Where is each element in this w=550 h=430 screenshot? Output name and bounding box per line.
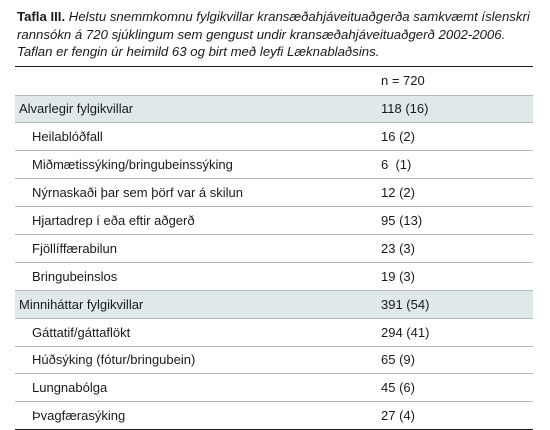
row-label: Húðsýking (fótur/bringubein) — [15, 346, 361, 374]
row-value: 27 (4) — [361, 402, 533, 430]
row-value: 65 (9) — [361, 346, 533, 374]
table-row — [15, 346, 533, 374]
row-label: Hjartadrep í eða eftir aðgerð — [15, 207, 361, 235]
table-row — [15, 318, 533, 346]
header-empty-cell — [15, 67, 361, 96]
group-row-serious — [15, 95, 533, 123]
table-row — [15, 402, 533, 430]
table-row — [15, 374, 533, 402]
column-header-n: n = 720 — [361, 67, 533, 96]
row-label: Gáttatif/gáttaflökt — [15, 318, 361, 346]
row-value: 12 (2) — [361, 179, 533, 207]
table-row — [15, 234, 533, 262]
row-value — [361, 151, 533, 179]
group-row-minor — [15, 290, 533, 318]
row-value: 23 (3) — [361, 234, 533, 262]
row-label: Lungnabólga — [15, 374, 361, 402]
group-value: 118 (16) — [361, 95, 533, 123]
table-row — [15, 207, 533, 235]
table-caption — [15, 8, 535, 61]
row-value: 19 (3) — [361, 262, 533, 290]
group-label: Minniháttar fylgikvillar — [15, 290, 361, 318]
group-label: Alvarlegir fylgikvillar — [15, 95, 361, 123]
table-caption-text: Helstu snemmkomnu fylgikvillar kransæðahjáveituaðgerða samkvæmt íslenskri rannsókn á 720 sjúklingum sem gengust undir kransæðahjáveituaðgerð 2002-2006. Taflan er fengin úr heimild 63 og birt með leyfi Læknablaðsins. — [17, 9, 530, 59]
group-value: 391 (54) — [361, 290, 533, 318]
table-row — [15, 262, 533, 290]
table-row — [15, 123, 533, 151]
row-value: 45 (6) — [361, 374, 533, 402]
row-value: 95 (13) — [361, 207, 533, 235]
table-caption-label: Tafla III. — [17, 9, 66, 24]
complications-table — [15, 67, 533, 430]
row-label: Miðmætissýking/bringubeinssýking — [15, 151, 361, 179]
table-header-row — [15, 67, 533, 96]
row-label: Bringubeinslos — [15, 262, 361, 290]
row-label: Heilablóðfall — [15, 123, 361, 151]
table-row — [15, 151, 533, 179]
row-label: Fjöllíffærabilun — [15, 234, 361, 262]
row-label: Þvagfærasýking — [15, 402, 361, 430]
row-value-text: 6 (1) — [381, 157, 412, 173]
row-value: 16 (2) — [361, 123, 533, 151]
row-value: 294 (41) — [361, 318, 533, 346]
table-row — [15, 179, 533, 207]
row-label: Nýrnaskaði þar sem þörf var á skilun — [15, 179, 361, 207]
